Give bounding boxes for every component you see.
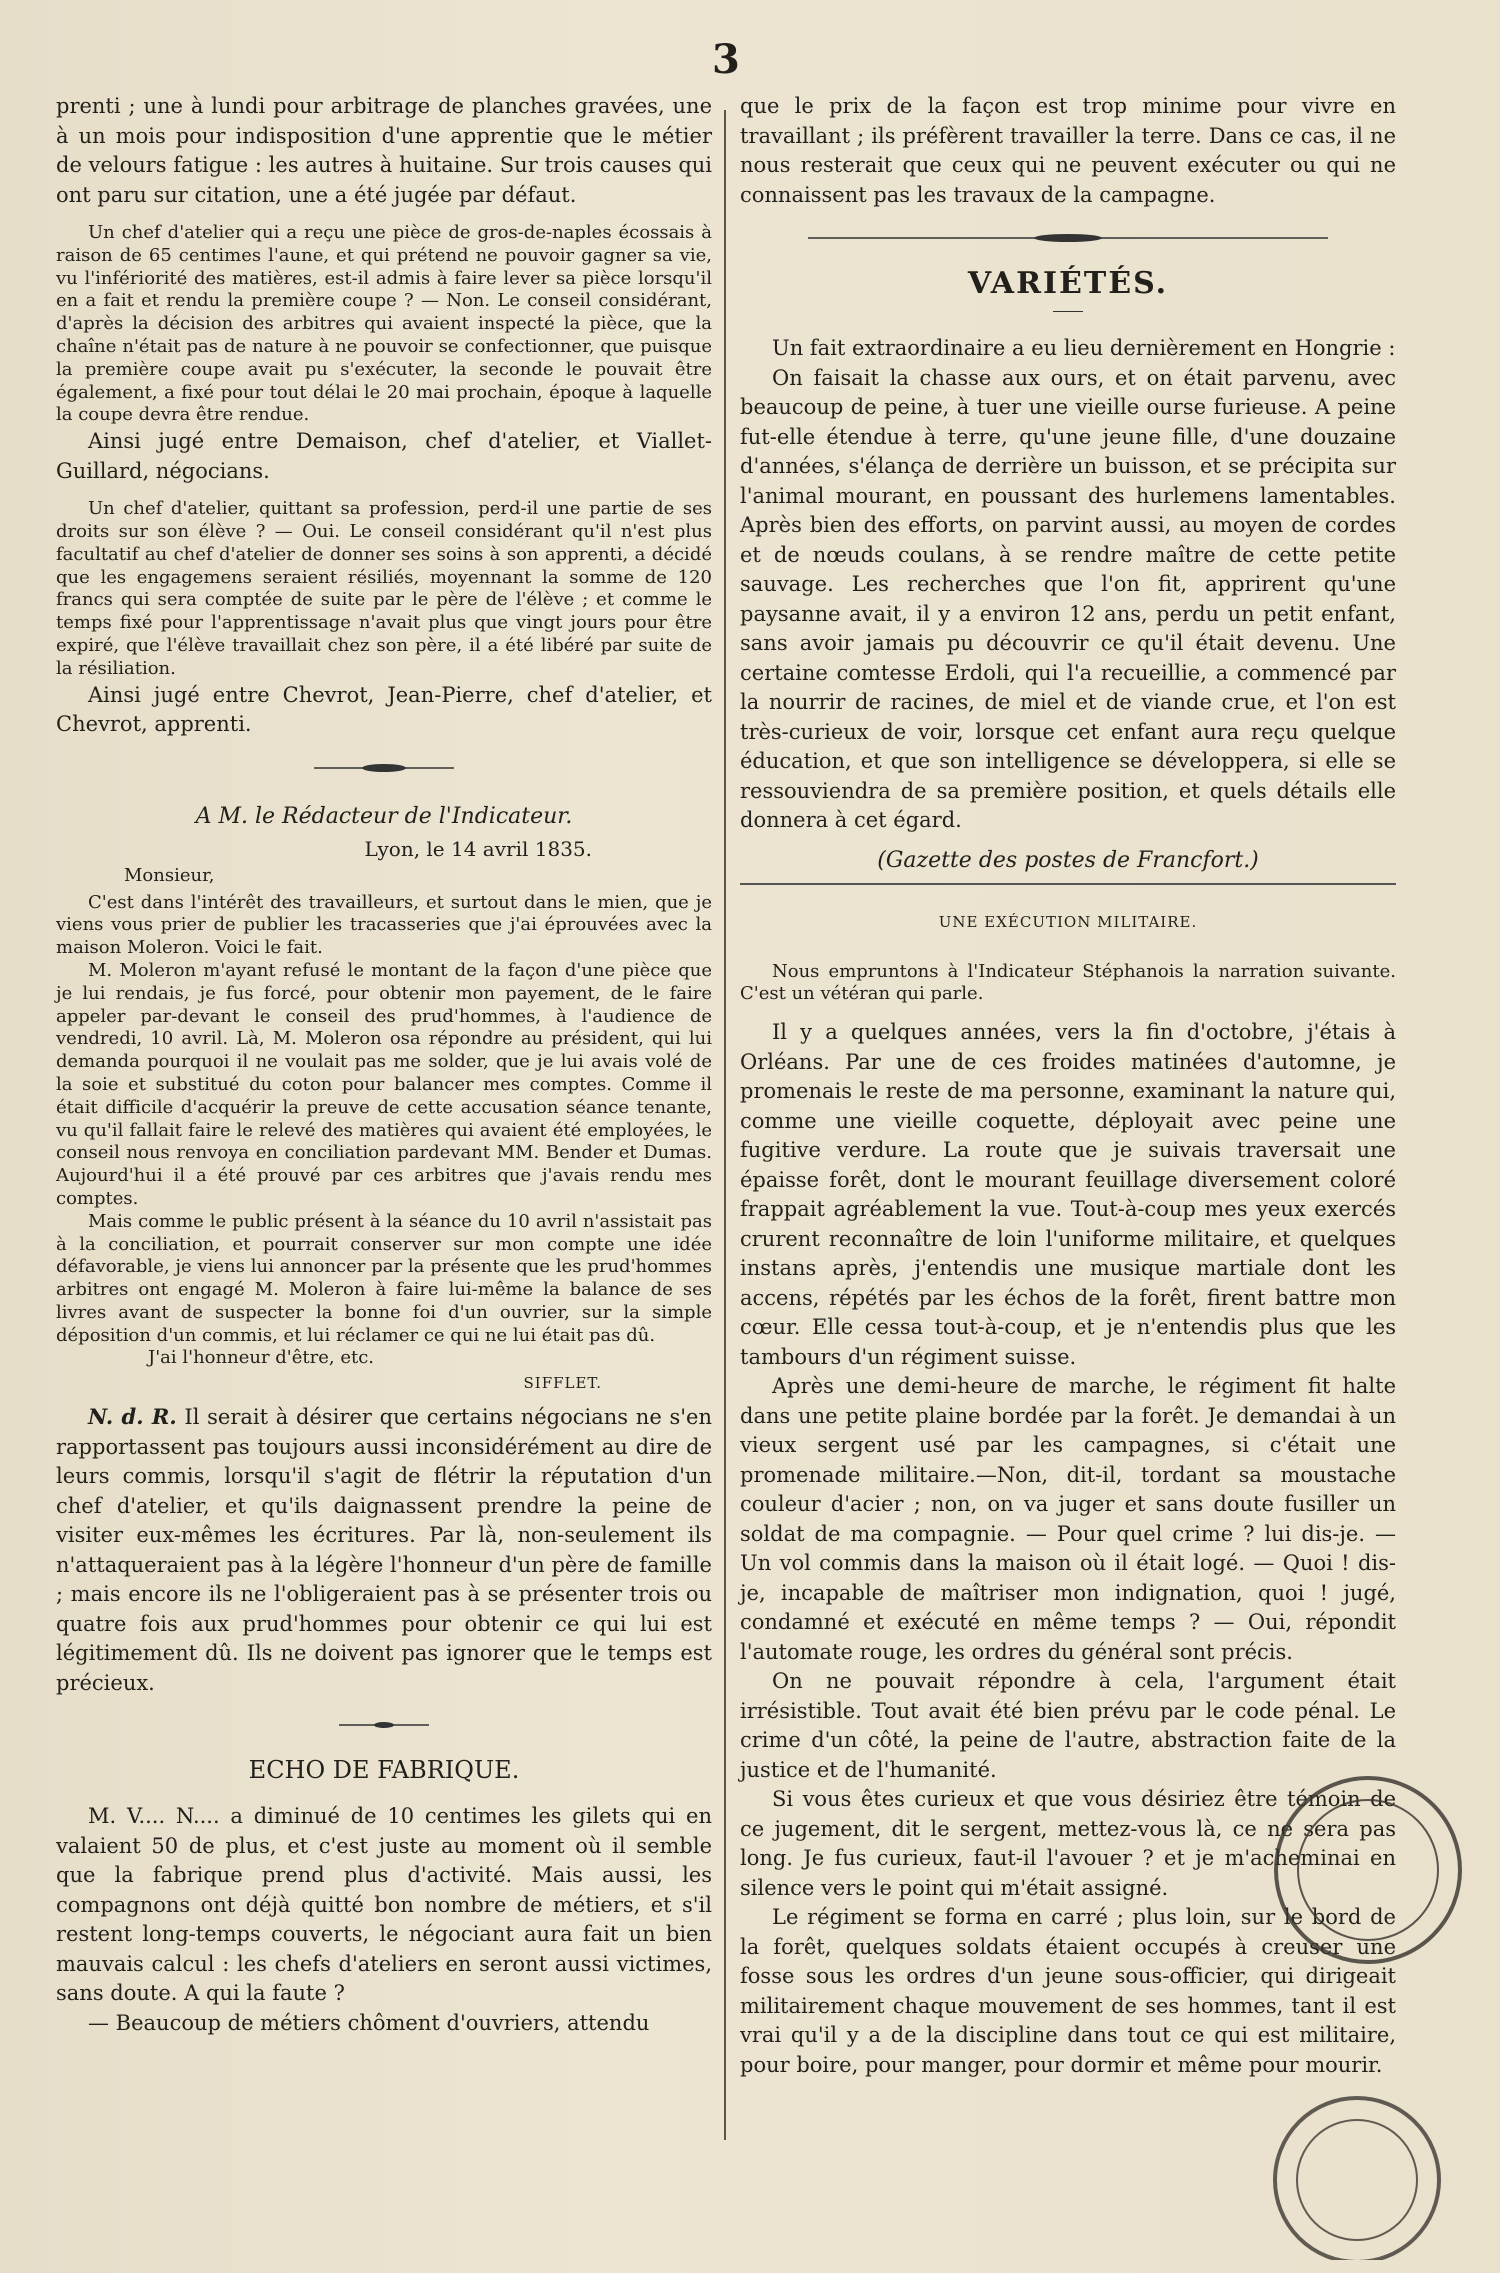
letter-date: Lyon, le 14 avril 1835. bbox=[364, 836, 592, 861]
varietes-heading: VARIÉTÉS. bbox=[967, 266, 1169, 301]
editor-note bbox=[56, 1402, 712, 1698]
varietes-story: On faisait la chasse aux ours, et on était parvenu, avec beaucoup de peine, à tuer une vieille ourse furieuse. A peine fut-elle étendue à terre, qu'une jeune fille, d'une douzaine d'années, s'élança de derrière un buisson, et se précipita sur l'animal mourant, en poussant des hurlemens lamentables. Après bien des efforts, on parvint aussi, au moyen de cordes et de nœuds coulans, à se rendre maître de cette petite sauvage. Les recherches que l'on fit, apprirent qu'une paysanne avait, il y a environ 12 ans, perdu un petit enfant, sans avoir jamais pu découvrir ce qu'il était devenu. Une certaine comtesse Erdoli, qui l'a recueillie, a commencé par la nourrir de racines, de miel et de viande crue, et l'on est très-curieux de voir, lorsque cet enfant aura reçu quelque éducation, et que son intelligence se développera, si elle se ressouviendra de sa première position, et quels détails elle donnera à cet égard. bbox=[740, 365, 1396, 832]
execution-intro: Nous empruntons à l'Indicateur Stéphanois la narration suivante. C'est un vétéran qui parle. bbox=[740, 960, 1396, 1005]
court-paragraph-1: prenti ; une à lundi pour arbitrage de planches gravées, une à un mois pour indisposition d'une apprentie que le métier de velours fatigue : les autres à huitaine. Sur trois causes qui ont paru sur citation, une a été jugée par défaut. bbox=[56, 94, 712, 207]
small-divider-icon bbox=[339, 1720, 429, 1730]
execution-heading: UNE EXÉCUTION MILITAIRE. bbox=[938, 912, 1198, 931]
court-judgment-1: Ainsi jugé entre Demaison, chef d'atelier, et Viallet-Guillard, négocians. bbox=[56, 429, 712, 483]
letter-signature: SIFFLET. bbox=[523, 1374, 602, 1393]
varietes-intro: Un fait extraordinaire a eu lieu dernièrement en Hongrie : bbox=[772, 336, 1396, 360]
heading-dash bbox=[1053, 311, 1083, 312]
execution-paragraph-5: Le régiment se forma en carré ; plus loin, sur le bord de la forêt, quelques soldats étaient occupés à creuser une fosse sous les ordres d'un jeune sous-officier, qui dirigeait militairement chaque mouvement de ses hommes, tant il est vrai qu'il y a de la discipline dans tout ce qui est militaire, pour boire, pour manger, pour dormir et même pour mourir. bbox=[740, 1905, 1396, 2077]
editor-note-text: Il serait à désirer que certains négocians ne s'en rapportassent pas toujours aussi inconsidérément au dire de leurs commis, lorsqu'il s'agit de flétrir la réputation d'un chef d'atelier, et qu'ils daignassent prendre la peine de visiter eux-mêmes les écritures. Par là, non-seulement ils n'attaqueraient pas à la légère l'honneur d'un père de famille ; mais encore ils ne l'obligeraient pas à se présenter trois ou quatre fois aux prud'hommes pour obtenir ce qui lui est légitimement dû. Ils ne doivent pas ignorer que le temps est précieux. bbox=[56, 1405, 712, 1695]
execution-paragraph-1: Il y a quelques années, vers la fin d'octobre, j'étais à Orléans. Par une de ces froides matinées d'automne, je promenais le reste de ma personne, examinant la nature qui, comme une vieille coquette, déployait avec peine une fugitive verdure. La route que je suivais traversait une épaisse forêt, dont le mourant feuillage diversement coloré frappait agréablement la vue. Tout-à-coup mes yeux exercés crurent reconnaître de loin l'uniforme militaire, et quelques instans après, j'entendis une musique martiale dont les accens, répétés par les échos de la forêt, firent battre mon cœur. Elle cessa tout-à-coup, et je n'entendis plus que les tambours d'un régiment suisse. bbox=[740, 1020, 1396, 1369]
story-source: (Gazette des postes de Francfort.) bbox=[877, 847, 1259, 873]
court-case-2: Un chef d'atelier, quittant sa profession, perd-il une partie de ses droits sur son élève ? — Oui. Le conseil considérant qu'il n'est plus facultatif au chef d'atelier de donner ses soins à son apprenti, a décidé que les engagemens seraient résiliés, moyennant la somme de 120 francs qui sera comptée de suite par le père de l'élève ; et comme le temps fixé pour l'apprentissage n'avait plus que vingt jours pour être expiré, que l'élève travaillait chez son père, il a été libéré par suite de la résiliation. bbox=[56, 498, 712, 679]
column-divider bbox=[724, 110, 726, 2140]
echo-continuation: que le prix de la façon est trop minime pour vivre en travaillant ; ils préfèrent travailler la terre. Dans ce cas, il ne nous resterait que ceux qui ne peuvent exécuter ou qui ne connaissent pas les travaux de la campagne. bbox=[740, 94, 1396, 207]
letter-paragraph-1: C'est dans l'intérêt des travailleurs, et surtout dans le mien, que je viens vous prier de publier les tracasseries que j'ai éprouvées avec la maison Moleron. Voici le fait. bbox=[56, 891, 712, 959]
court-case-1: Un chef d'atelier qui a reçu une pièce de gros-de-naples écossais à raison de 65 centimes l'aune, et qui prétend ne pouvoir gagner sa vie, vu l'infériorité des matières, est-il admis à faire lever sa pièce lorsqu'il en a fait et rendu la première coupe ? — Non. Le conseil considérant, d'après la décision des arbitres qui avaient inspecté la pièce, que la chaîne n'était pas de nature à ne pouvoir se confectionner, que puisque la première coupe avait pu s'exécuter, la seconde le pouvait être également, a fixé pour tout délai le 20 mai prochain, époque à laquelle la coupe devra être rendue. bbox=[56, 222, 712, 426]
letter-paragraph-3: Mais comme le public présent à la séance du 10 avril n'assistait pas à la conciliation, et pourrait conserver sur mon compte une idée défavorable, je viens lui annoncer par la présente que les prud'hommes arbitres ont engagé M. Moleron à faire lui-même la balance de ses livres avant de suspecter la bonne foi d'un ouvrier, sur la simple déposition d'un commis, et lui réclamer ce qui ne lui était pas dû. bbox=[56, 1210, 712, 1346]
letter-paragraph-2: M. Moleron m'ayant refusé le montant de la façon d'une pièce que je lui rendais, je fus forcé, pour obtenir mon payement, de le faire appeler par-devant le conseil des prud'hommes, à l'audience de vendredi, 10 avril. Là, M. Moleron osa répondre au président, qui lui demanda pourquoi il ne voulait pas me solder, que je lui avais volé de la soie et substitué du coton pour balancer mes comptes. Comme il était difficile d'acquérir la preuve de cette accusation séance tenante, vu qu'il fallait faire le relevé des matières qui avaient été employées, le conseil nous renvoya en conciliation pardevant MM. Bender et Dumas. Aujourd'hui il a été prouvé par ces arbitres que j'avais rendu mes comptes. bbox=[56, 959, 712, 1209]
horizontal-rule bbox=[740, 883, 1396, 885]
letter-closing: J'ai l'honneur d'être, etc. bbox=[148, 1347, 375, 1369]
execution-paragraph-4: Si vous êtes curieux et que vous désiriez être témoin de ce jugement, dit le sergent, mettez-vous là, ce ne sera pas long. Je fus curieux, faut-il l'avouer ? et je m'acheminai en silence vers le point qui m'était assigné. bbox=[740, 1787, 1396, 1900]
left-column bbox=[56, 92, 712, 2038]
letter-salutation: Monsieur, bbox=[124, 864, 215, 886]
letter-heading: A M. le Rédacteur de l'Indicateur. bbox=[195, 803, 573, 829]
library-stamp-icon bbox=[1268, 1770, 1468, 1970]
court-judgment-2: Ainsi jugé entre Chevrot, Jean-Pierre, chef d'atelier, et Chevrot, apprenti. bbox=[56, 682, 712, 737]
section-divider-icon bbox=[808, 232, 1328, 244]
echo-paragraph-2: — Beaucoup de métiers chôment d'ouvriers, attendu bbox=[88, 2010, 650, 2035]
execution-paragraph-3: On ne pouvait répondre à cela, l'argument était irrésistible. Tout avait été bien prévu par le code pénal. Le crime d'un côté, la peine de l'autre, abstraction faite de la justice et de l'humanité. bbox=[740, 1669, 1396, 1782]
echo-paragraph-1: M. V.... N.... a diminué de 10 centimes les gilets qui en valaient 50 de plus, et c'est juste au moment où il semble que la fabrique prend plus d'activité. Mais aussi, les compagnons ont déjà quitté bon nombre de métiers, et s'il restent long-temps couverts, le négociant aura fait un bien mauvais calcul : les chefs d'ateliers en seront aussi victimes, sans doute. A qui la faute ? bbox=[56, 1804, 712, 2006]
library-stamp-lower-icon bbox=[1262, 2090, 1452, 2260]
execution-paragraph-2: Après une demi-heure de marche, le régiment fit halte dans une petite plaine bordée par la forêt. Je demandai à un vieux sergent usé par les campagnes, si c'était une promenade militaire.—Non, dit-il, tordant sa moustache couleur d'acier ; non, on va juger et sans doute fusiller un soldat de ma compagnie. — Pour quel crime ? lui dis-je. — Un vol commis dans la maison où il était logé. — Quoi ! dis-je, incapable de maîtriser mon indignation, quoi ! jugé, condamné et exécuté en même temps ? — Oui, répondit l'automate rouge, les ordres du général sont précis. bbox=[740, 1374, 1396, 1664]
ornament-divider-icon bbox=[314, 762, 454, 774]
editor-note-label: N. d. R. bbox=[88, 1404, 177, 1430]
echo-heading: ECHO DE FABRIQUE. bbox=[248, 1756, 520, 1785]
page-number: 3 bbox=[712, 36, 740, 83]
